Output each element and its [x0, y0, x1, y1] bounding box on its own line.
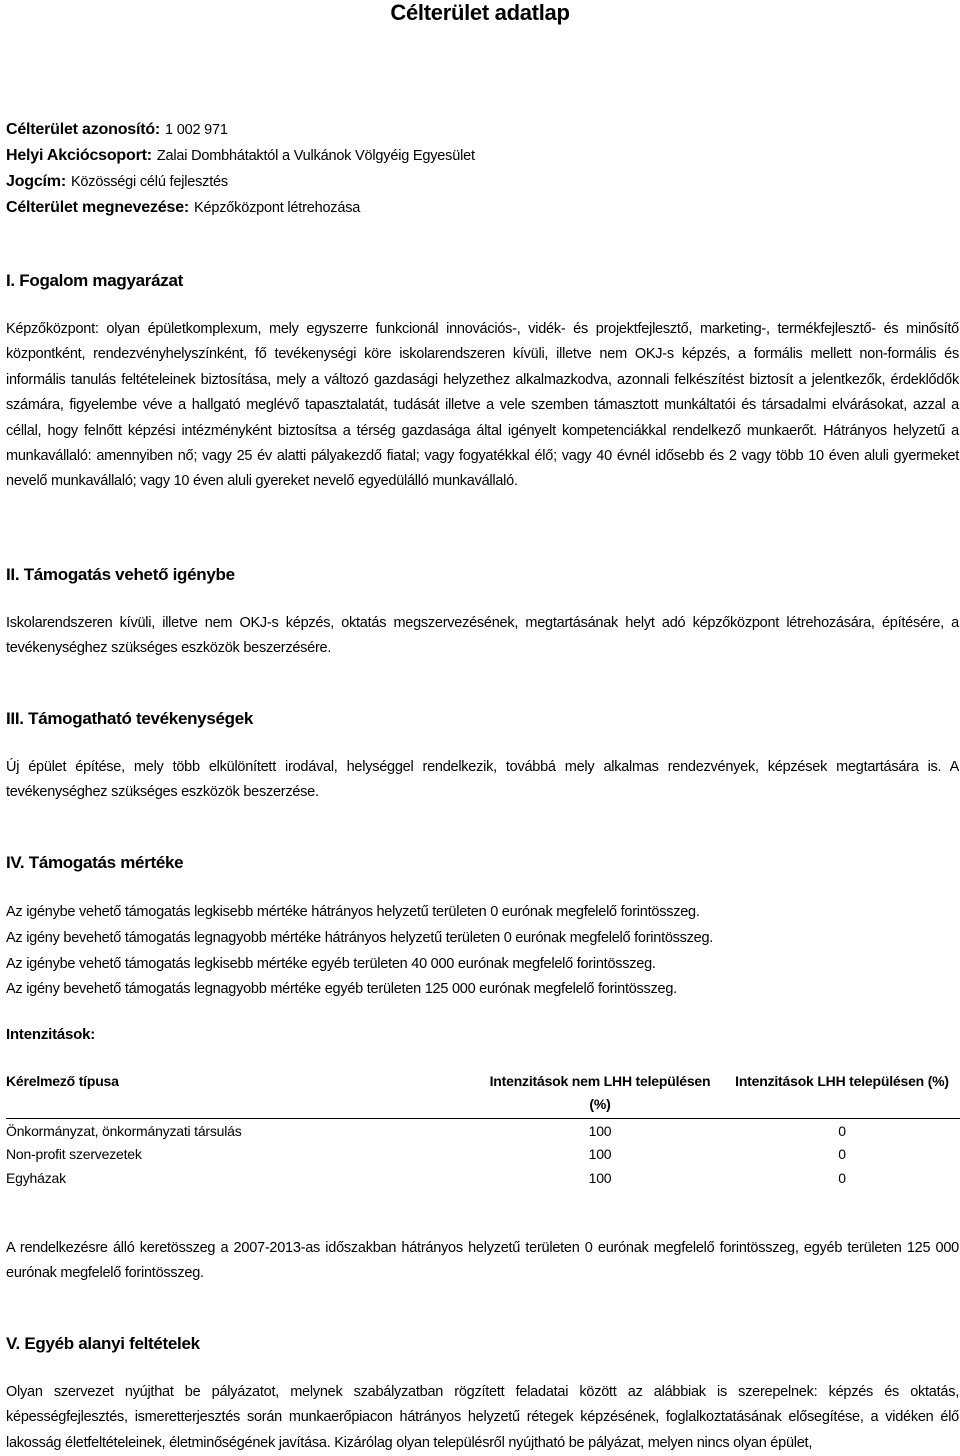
table-cell-applicant: Önkormányzat, önkormányzati társulás [6, 1123, 242, 1139]
table-cell-applicant: Non-profit szervezetek [6, 1146, 142, 1162]
meta-row-azonosito [6, 120, 228, 140]
table-cell-lhh: 0 [838, 1170, 846, 1186]
support-line: Az igénybe vehető támogatás legkisebb mértéke hátrányos helyzetű területen 0 eurónak megfelelő forintösszeg. [6, 904, 700, 920]
table-header-applicant: Kérelmező típusa [6, 1073, 119, 1089]
section-4-title: IV. Támogatás mértéke [6, 853, 184, 872]
section-3-title: III. Támogatható tevékenységek [6, 709, 254, 728]
support-line: Az igény bevehető támogatás legnagyobb mértéke egyéb területen 125 000 eurónak megfelelő forintösszeg. [6, 981, 677, 997]
meta-row-megnevezes [6, 198, 360, 218]
meta-row-jogcim [6, 172, 228, 192]
meta-row-akciocsoport [6, 146, 475, 166]
meta-value: 1 002 971 [165, 122, 228, 138]
page-title: Célterület adatlap [390, 0, 570, 25]
table-cell-non-lhh: 100 [588, 1170, 612, 1186]
support-line: Az igénybe vehető támogatás legkisebb mértéke egyéb területen 40 000 eurónak megfelelő forintösszeg. [6, 956, 656, 972]
meta-value: Zalai Dombhátaktól a Vulkánok Völgyéig Egyesület [156, 148, 475, 164]
section-2-text: Iskolarendszeren kívüli, illetve nem OKJ-s képzés, oktatás megszervezésének, megtartásának helyt adó képzőközpont létrehozására, építésére, a tevékenységhez szükséges eszközök beszerzésére. [6, 615, 959, 657]
table-header-lhh: Intenzitások LHH településen (%) [735, 1073, 949, 1089]
table-cell-applicant: Egyházak [6, 1170, 66, 1186]
support-line: Az igény bevehető támogatás legnagyobb mértéke hátrányos helyzetű területen 0 eurónak megfelelő forintösszeg. [6, 930, 714, 946]
table-cell-non-lhh: 100 [588, 1146, 612, 1162]
table-divider [6, 1118, 960, 1119]
budget-text: A rendelkezésre álló keretösszeg a 2007-2013-as időszakban hátrányos helyzetű területen 0 eurónak megfelelő forintösszeg, egyéb területen 125 000 eurónak megfelelő forintösszeg. [6, 1240, 959, 1282]
meta-label: Célterület azonosító: [6, 121, 161, 138]
section-3-text: Új épület építése, mely több elkülönített irodával, helységgel rendelkezik, továbbá mely alkalmas rendezvények, képzések megtartására is. A tevékenységhez szükséges eszközök beszerzése. [6, 759, 959, 801]
meta-label: Célterület megnevezése: [6, 199, 190, 216]
table-cell-lhh: 0 [838, 1146, 846, 1162]
table-header-non-lhh: Intenzitások nem LHH településen (%) [489, 1073, 711, 1112]
table-cell-lhh: 0 [838, 1123, 846, 1139]
table-cell-non-lhh: 100 [588, 1123, 612, 1139]
intensity-title: Intenzitások: [6, 1026, 96, 1043]
section-1-title: I. Fogalom magyarázat [6, 271, 183, 290]
section-2-title: II. Támogatás vehető igénybe [6, 565, 235, 584]
section-5-title: V. Egyéb alanyi feltételek [6, 1334, 200, 1353]
meta-value: Közösségi célú fejlesztés [70, 174, 228, 190]
meta-label: Helyi Akciócsoport: [6, 147, 152, 164]
meta-label: Jogcím: [6, 173, 66, 190]
meta-value: Képzőközpont létrehozása [194, 200, 361, 216]
section-5-text: Olyan szervezet nyújthat be pályázatot, melynek szabályzatban rögzített feladatai között az alábbiak is szerepelnek: képzés és oktatás, képességfejlesztés, ismeretterjesztés során munkaerőpiacon hátrányos helyzetű rétegek képzésének, foglalkoztatásának elősegítése, a vidéken élő lakosság életfeltételeinek, életminőségének javítása. Kizárólag olyan településről nyújtható be pályázat, melyen nincs olyan épület, [6, 1384, 959, 1451]
section-1-text: Képzőközpont: olyan épületkomplexum, mely egyszerre funkcionál innovációs-, vidék- és projektfejlesztő, marketing-, termékfejlesztő- és minősítő központként, rendezvényhelyszínként, fő tevékenységi köre iskolarendszeren kívüli, illetve nem OKJ-s képzés, a formális mellett non-formális és informális tanulás feltételeinek biztosítása, mely a változó gazdasági helyzethez alkalmazkodva, azonnali felkészítést biztosít a jelentkezők, érdeklődők számára, figyelembe véve a hallgató meglévő tapasztalatát, tudását illetve a vele szemben támasztott munkáltatói és társadalmi elvárásokat, azzal a céllal, hogy felnőtt képzési intézményként biztosítsa a térség gazdasága által igényelt kompetenciákkal rendelkező munkaerőt. Hátrányos helyzetű a munkavállaló: amennyiben nő; vagy 25 év alatti pályakezdő fiatal; vagy fogyatékkal élő; vagy 40 évnél idősebb és 2 vagy több 10 éven aluli gyermeket nevelő munkavállaló; vagy 10 éven aluli gyereket nevelő egyedülálló munkavállaló. [6, 321, 959, 490]
